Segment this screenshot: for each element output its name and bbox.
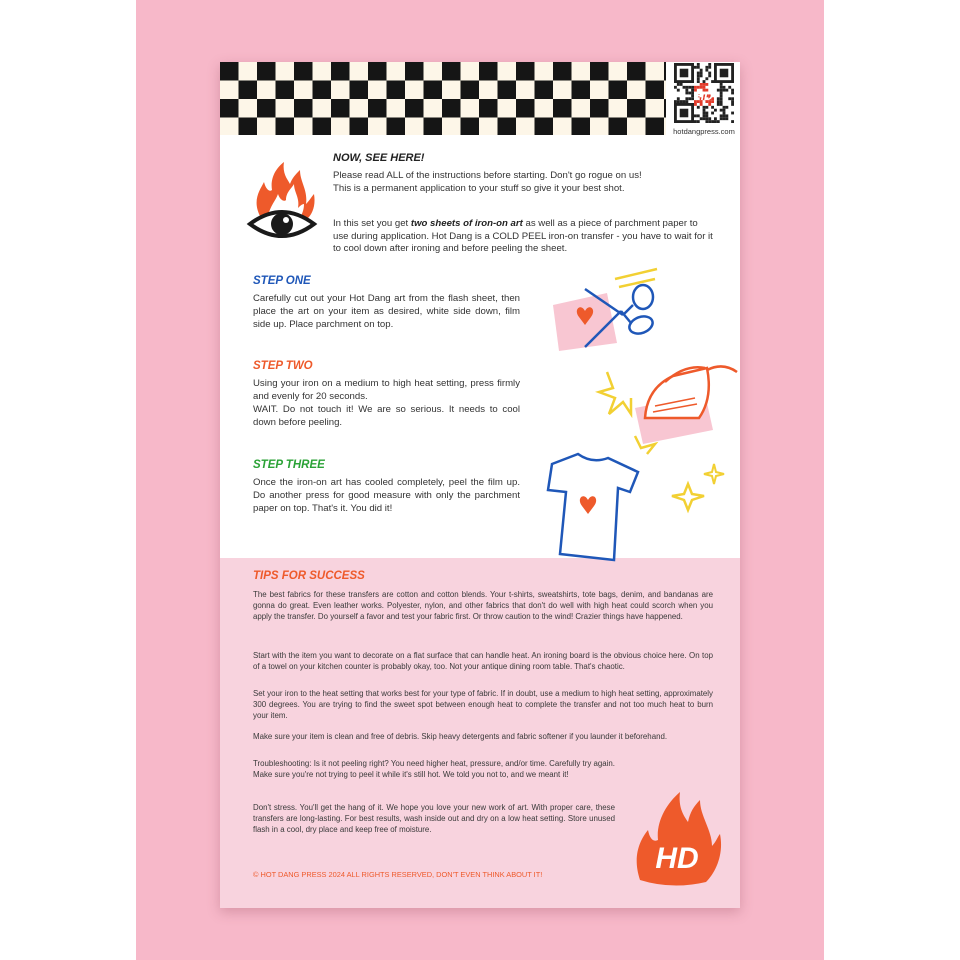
step-two-line-2: WAIT. Do not touch it! We are so serious. It needs to cool down before peeling. (253, 404, 520, 428)
qr-module (720, 97, 723, 100)
checker-square (405, 99, 424, 118)
qr-module (700, 83, 703, 86)
qr-module (700, 74, 703, 77)
checker-square (387, 118, 406, 136)
qr-badge-text: HD (695, 89, 713, 103)
tip-paragraph-3: Set your iron to the heat setting that works best for your type of fabric. If in doubt, use a medium to high heat setting, approximately 300 degrees. You are trying to find the sweet spot between enough heat to complete the transfer and not too much heat to burn your item. (253, 689, 713, 720)
qr-module (717, 89, 720, 92)
qr-module (723, 114, 726, 117)
checker-square (479, 99, 498, 118)
qr-module (725, 89, 728, 92)
qr-module (674, 86, 677, 89)
qr-module (731, 92, 734, 95)
qr-module (708, 74, 711, 77)
qr-module (714, 117, 717, 120)
qr-module (723, 109, 726, 112)
checker-square (498, 81, 517, 100)
qr-module (720, 109, 723, 112)
qr-module (697, 106, 700, 109)
checker-square (368, 62, 387, 81)
intro-paragraph-1 (333, 170, 713, 195)
checker-square (220, 99, 239, 118)
intro-p2-prefix: In this set you get (333, 218, 411, 229)
checker-square (646, 118, 665, 136)
qr-module (683, 86, 686, 89)
flaming-eye-icon (246, 160, 318, 244)
qr-module (688, 86, 691, 89)
qr-module (705, 106, 708, 109)
checker-square (313, 81, 332, 100)
qr-module (703, 83, 706, 86)
tip-paragraph-6: Don't stress. You'll get the hang of it. We hope you love your new work of art. With proper care, these transfers are long-lasting. For best results, wash inside out and dry on a low heat setting. Store unused flash in a cool, dry place and keep free of moisture. (253, 803, 615, 834)
checker-square (535, 118, 554, 136)
qr-module (677, 89, 680, 92)
qr-module (708, 120, 711, 123)
qr-module (720, 114, 723, 117)
qr-module (731, 97, 734, 100)
qr-module (720, 92, 723, 95)
qr-module (697, 114, 700, 117)
checker-square (572, 81, 591, 100)
qr-module (685, 86, 688, 89)
qr-module (697, 120, 700, 123)
qr-module (720, 117, 723, 120)
qr-module (705, 77, 708, 80)
qr-module (714, 120, 717, 123)
checker-square (294, 99, 313, 118)
qr-module (680, 69, 689, 78)
tshirt-icon (538, 450, 738, 575)
checker-square (590, 62, 609, 81)
qr-module (731, 100, 734, 103)
qr-module (705, 114, 708, 117)
checker-square (331, 99, 350, 118)
qr-module (697, 72, 700, 75)
qr-module (691, 97, 694, 100)
qr-module (691, 94, 694, 97)
tip-paragraph-2: Start with the item you want to decorate on a flat surface that can handle heat. An ironing board is the obvious choice here. On top of a towel on your kitchen counter is probably okay, too. Not your antique dining room table. That's chaotic. (253, 651, 713, 671)
qr-module (731, 103, 734, 106)
checker-square (461, 81, 480, 100)
qr-module (691, 89, 694, 92)
qr-module (705, 83, 708, 86)
checker-square (535, 81, 554, 100)
qr-module (697, 77, 700, 80)
qr-module (723, 89, 726, 92)
qr-module (708, 72, 711, 75)
qr-module (677, 97, 680, 100)
step-three-title: STEP THREE (253, 459, 325, 471)
intro-title: NOW, SEE HERE! (333, 152, 425, 164)
qr-module (697, 66, 700, 69)
qr-module (697, 80, 700, 83)
qr-module (705, 66, 708, 69)
qr-module (708, 63, 711, 66)
qr-module (703, 109, 706, 112)
qr-module (711, 120, 714, 123)
checker-square (553, 62, 572, 81)
checker-square (294, 62, 313, 81)
checker-square (350, 118, 369, 136)
step-one-title: STEP ONE (253, 275, 311, 287)
step-three-line: Once the iron-on art has cooled completely, peel the film up. Do another press for good measure with only the parchment paper on top. That's it. You did it! (253, 477, 520, 514)
qr-module (691, 92, 694, 95)
qr-module (680, 100, 683, 103)
qr-module (720, 86, 723, 89)
qr-module (723, 117, 726, 120)
checker-square (276, 81, 295, 100)
checker-square (516, 62, 535, 81)
iron-icon (595, 358, 740, 458)
qr-module (674, 100, 677, 103)
qr-module (694, 66, 697, 69)
qr-code-icon (668, 62, 740, 124)
qr-module (720, 94, 723, 97)
checker-square (313, 118, 332, 136)
qr-module (714, 109, 717, 112)
qr-module (697, 74, 700, 77)
step-one-text (253, 292, 520, 331)
qr-module (677, 100, 680, 103)
qr-module (694, 114, 697, 117)
qr-module (705, 112, 708, 115)
checker-square (257, 99, 276, 118)
qr-module (705, 120, 708, 123)
intro-paragraph-2 (333, 218, 713, 256)
intro-p2-rest: as well as a piece of parchment paper to use during application. Hot Dang is a COLD PEEL iron-on transfer - you have to wait for it to cool down after ironing and before peeling the sheet. (333, 218, 713, 255)
qr-module (703, 80, 706, 83)
checker-square (239, 118, 258, 136)
copyright-footer: © HOT DANG PRESS 2024 ALL RIGHTS RESERVED, DON'T EVEN THINK ABOUT IT! (253, 870, 543, 879)
checker-square (405, 62, 424, 81)
website-url: hotdangpress.com (673, 127, 735, 136)
qr-module (694, 103, 697, 106)
qr-module (694, 120, 697, 123)
instruction-card (220, 62, 740, 908)
qr-module (705, 117, 708, 120)
qr-module (731, 120, 734, 123)
qr-module (711, 112, 714, 115)
qr-module (703, 112, 706, 115)
checker-square (331, 62, 350, 81)
qr-module (720, 69, 729, 78)
qr-module (700, 103, 703, 106)
qr-module (725, 106, 728, 109)
qr-module (685, 92, 688, 95)
qr-module (685, 100, 688, 103)
qr-module (725, 114, 728, 117)
step-three-text (253, 476, 520, 515)
qr-module (703, 114, 706, 117)
qr-module (728, 86, 731, 89)
checker-square (257, 62, 276, 81)
qr-module (711, 80, 714, 83)
checkerboard-pattern (220, 62, 666, 135)
checker-square (350, 81, 369, 100)
qr-module (723, 112, 726, 115)
qr-module (717, 120, 720, 123)
qr-module (720, 100, 723, 103)
checker-square (368, 99, 387, 118)
qr-module (683, 100, 686, 103)
tip-paragraph-5: Troubleshooting: Is it not peeling right? You need higher heat, pressure, and/or time. Carefully try again. Make sure you're not trying to peel it while it's still hot. We told you not to, and we meant it! (253, 759, 615, 779)
checker-square (479, 62, 498, 81)
qr-module (703, 117, 706, 120)
intro-p2-emphasis: two sheets of iron-on art (410, 218, 523, 229)
tips-title: TIPS FOR SUCCESS (253, 570, 365, 582)
checker-square (572, 118, 591, 136)
qr-module (723, 106, 726, 109)
scissors-icon (545, 267, 665, 357)
qr-module (688, 92, 691, 95)
step-two-text (253, 377, 520, 429)
checker-square (442, 62, 461, 81)
checker-square (627, 99, 646, 118)
checker-square (239, 81, 258, 100)
checkerboard-banner (220, 62, 666, 135)
qr-module (731, 112, 734, 115)
qr-module (720, 103, 723, 106)
qr-module (717, 103, 720, 106)
checker-square (220, 62, 239, 81)
qr-module (677, 83, 680, 86)
checker-square (498, 118, 517, 136)
intro-line-1: Please read ALL of the instructions before starting. Don't go rogue on us! (333, 170, 642, 181)
badge-text: HD (655, 842, 699, 875)
qr-module (705, 69, 708, 72)
qr-module (685, 89, 688, 92)
qr-module (717, 97, 720, 100)
checker-square (664, 62, 666, 81)
checker-square (516, 99, 535, 118)
checker-square (553, 99, 572, 118)
qr-module (720, 89, 723, 92)
step-two-title: STEP TWO (253, 360, 313, 372)
qr-module (731, 89, 734, 92)
qr-module (697, 63, 700, 66)
checker-square (387, 81, 406, 100)
qr-module (708, 103, 711, 106)
qr-module (700, 72, 703, 75)
qr-module (708, 117, 711, 120)
checker-square (664, 99, 666, 118)
qr-module (720, 83, 723, 86)
checker-square (276, 118, 295, 136)
checker-square (609, 81, 628, 100)
intro-line-2: This is a permanent application to your stuff so give it your best shot. (333, 182, 625, 194)
qr-module (725, 117, 728, 120)
checker-square (646, 81, 665, 100)
qr-module (711, 106, 714, 109)
checker-square (424, 118, 443, 136)
qr-block (668, 62, 740, 138)
qr-module (700, 69, 703, 72)
qr-module (680, 83, 683, 86)
checker-square (461, 118, 480, 136)
tip-paragraph-4: Make sure your item is clean and free of debris. Skip heavy detergents and fabric softener if you launder it beforehand. (253, 732, 668, 741)
qr-module (700, 117, 703, 120)
qr-module (685, 97, 688, 100)
step-two-line-1: Using your iron on a medium to high heat setting, press firmly and evenly for 20 seconds. (253, 378, 520, 402)
tip-paragraph-1: The best fabrics for these transfers are cotton and cotton blends. Your t-shirts, sweatshirts, tote bags, denim, and bandanas are gonna do great. Even leather works. Polyester, nylon, and other fabrics that don't do well with high heat could scorch when you apply the transfer. Do yourself a favor and test your fabric first. Or throw caution to the wind! Crazier things have happened. (253, 590, 713, 621)
checker-square (442, 99, 461, 118)
qr-module (728, 97, 731, 100)
step-one-line: Carefully cut out your Hot Dang art from the flash sheet, then place the art on your item as desired, white side down, film side up. Place parchment on top. (253, 293, 520, 330)
flame-hd-badge-icon (632, 782, 722, 888)
qr-module (717, 100, 720, 103)
qr-module (691, 86, 694, 89)
qr-module (688, 97, 691, 100)
qr-module (723, 86, 726, 89)
qr-module (708, 66, 711, 69)
checker-square (590, 99, 609, 118)
checker-square (627, 62, 646, 81)
checker-square (424, 81, 443, 100)
qr-module (680, 109, 689, 118)
qr-module (703, 106, 706, 109)
checker-square (609, 118, 628, 136)
